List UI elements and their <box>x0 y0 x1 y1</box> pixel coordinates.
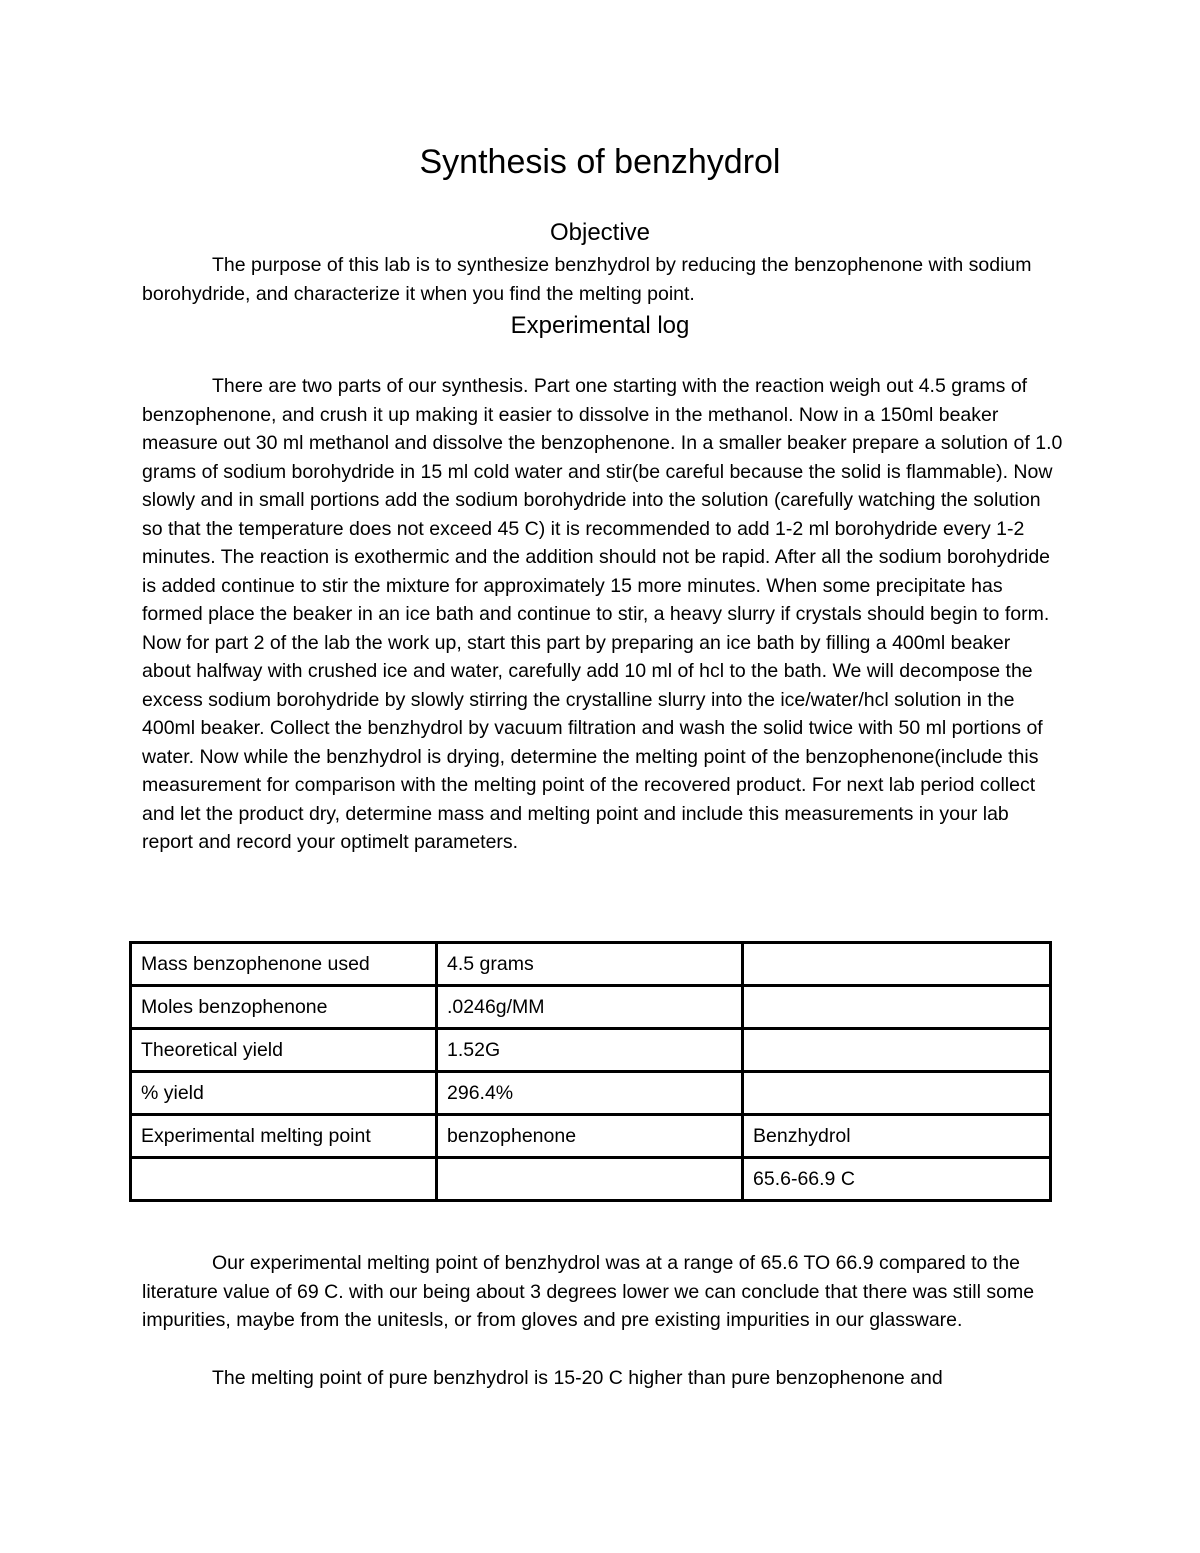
table-cell: Benzhydrol <box>743 1115 1051 1158</box>
table-row <box>131 1072 1051 1115</box>
results-table <box>129 941 1052 1202</box>
table-cell: Experimental melting point <box>131 1115 437 1158</box>
table-cell: Mass benzophenone used <box>131 943 437 986</box>
table-cell: Theoretical yield <box>131 1029 437 1072</box>
table-cell <box>743 986 1051 1029</box>
table-row <box>131 943 1051 986</box>
table-cell <box>743 1029 1051 1072</box>
discussion-paragraph: Our experimental melting point of benzhydrol was at a range of 65.6 TO 66.9 compared to the literature value of 69 C. with our being about 3 degrees lower we can conclude that there was still some impurities, maybe from the unitesls, or from gloves and pre existing impurities in our glassware. <box>142 1252 1035 1331</box>
table-row <box>131 986 1051 1029</box>
table-cell: 1.52G <box>437 1029 743 1072</box>
table-cell: 65.6-66.9 C <box>743 1158 1051 1201</box>
table-cell: Moles benzophenone <box>131 986 437 1029</box>
table-cell <box>743 943 1051 986</box>
table-row <box>131 1115 1051 1158</box>
table-cell <box>437 1158 743 1201</box>
objective-heading: Objective <box>549 219 651 246</box>
table-row <box>131 1158 1051 1201</box>
table-cell: 4.5 grams <box>437 943 743 986</box>
discussion-paragraph-continued: The melting point of pure benzhydrol is 15-20 C higher than pure benzophenone and <box>212 1367 943 1389</box>
table-row <box>131 1029 1051 1072</box>
table-cell: benzophenone <box>437 1115 743 1158</box>
experimental-log-heading: Experimental log <box>510 312 690 339</box>
document-title: Synthesis of benzhydrol <box>419 143 781 181</box>
table-cell <box>743 1072 1051 1115</box>
table-cell: 296.4% <box>437 1072 743 1115</box>
table-cell: .0246g/MM <box>437 986 743 1029</box>
experimental-log-paragraph: There are two parts of our synthesis. Part one starting with the reaction weigh out 4.5 grams of benzophenone, and crush it up making it easier to dissolve in the methanol. Now in a 150ml beaker measure out 30 ml methanol and dissolve the benzophenone. In a smaller beaker prepare a solution of 1.0 grams of sodium borohydride in 15 ml cold water and stir(be careful because the solid is flammable). Now slowly and in small portions add the sodium borohydride into the solution (carefully watching the solution so that the temperature does not exceed 45 C) it is recommended to add 1-2 ml borohydride every 1-2 minutes. The reaction is exothermic and the addition should not be rapid. After all the sodium borohydride is added continue to stir the mixture for approximately 15 more minutes. When some precipitate has formed place the beaker in an ice bath and continue to stir, a heavy slurry if crystals should begin to form. Now for part 2 of the lab the work up, start this part by preparing an ice bath by filling a 400ml beaker about halfway with crushed ice and water, carefully add 10 ml of hcl to the bath. We will decompose the excess sodium borohydride by slowly stirring the crystalline slurry into the ice/water/hcl solution in the 400ml beaker. Collect the benzhydrol by vacuum filtration and wash the solid twice with 50 ml portions of water. Now while the benzhydrol is drying, determine the melting point of the benzophenone(include this measurement for comparison with the melting point of the recovered product. For next lab period collect and let the product dry, determine mass and melting point and include this measurements in your lab report and record your optimelt parameters. <box>142 375 1063 853</box>
table-cell <box>131 1158 437 1201</box>
table-cell: % yield <box>131 1072 437 1115</box>
objective-paragraph: The purpose of this lab is to synthesize benzhydrol by reducing the benzophenone with sodium borohydride, and characterize it when you find the melting point. <box>142 254 1032 305</box>
